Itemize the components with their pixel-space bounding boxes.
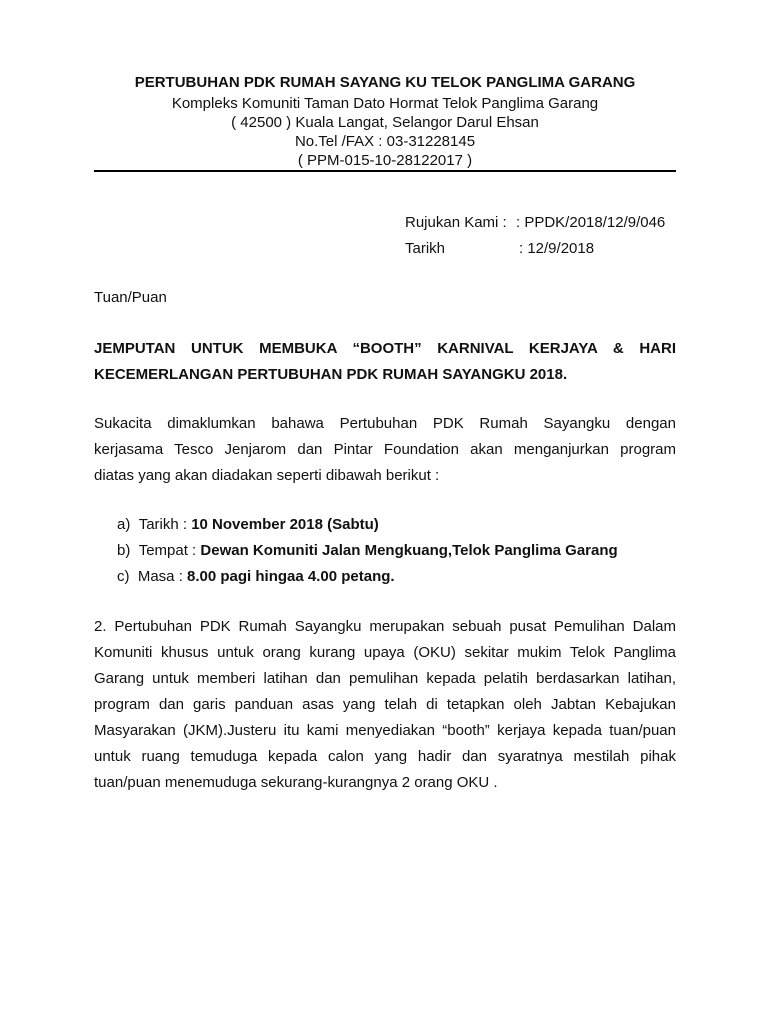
salutation: Tuan/Puan	[94, 289, 167, 306]
intro-line: kerjasama Tesco Jenjarom dan Pintar Foundation akan menganjurkan program	[94, 441, 676, 458]
detail-value: 8.00 pagi hingaa 4.00 petang.	[187, 568, 395, 585]
body-line: Masyarakan (JKM).Justeru itu kami menyediakan “booth” kerjaya kepada tuan/puan	[94, 722, 676, 739]
detail-label: Tarikh :	[138, 516, 192, 533]
registration-number: ( PPM-015-10-28122017 )	[297, 152, 473, 169]
body-line: tuan/puan menemuduga sekurang-kurangnya 2 orang OKU .	[94, 774, 498, 791]
detail-label: Tempat :	[138, 542, 201, 559]
subject-line-1: JEMPUTAN UNTUK MEMBUKA “BOOTH” KARNIVAL KERJAYA & HARI	[94, 340, 676, 357]
address-line-2: ( 42500 ) Kuala Langat, Selangor Darul Ehsan	[231, 114, 539, 131]
list-marker: a)	[117, 516, 131, 533]
phone-fax: No.Tel /FAX : 03-31228145	[294, 133, 476, 150]
detail-date	[117, 515, 379, 535]
body-line: program dan garis panduan asas yang telah di tetapkan oleh Jabtan Kebajukan	[94, 696, 676, 713]
body-line: Garang untuk memberi latihan dan pemulihan kepada pelatih berdasarkan latihan,	[94, 670, 676, 687]
intro-line: diatas yang akan diadakan seperti dibawah berikut :	[94, 467, 440, 484]
list-marker: c)	[117, 568, 130, 585]
body-line: untuk ruang temuduga kepada calon yang hadir dan syaratnya mestilah pihak	[94, 748, 676, 765]
detail-label: Masa :	[137, 568, 188, 585]
address-line-1: Kompleks Komuniti Taman Dato Hormat Telok Panglima Garang	[171, 95, 599, 112]
body-line: 2. Pertubuhan PDK Rumah Sayangku merupakan sebuah pusat Pemulihan Dalam	[94, 618, 676, 635]
list-marker: b)	[117, 542, 131, 559]
reference-value: : PPDK/2018/12/9/046	[516, 214, 666, 231]
detail-value: 10 November 2018 (Sabtu)	[191, 516, 379, 533]
header-divider	[94, 170, 676, 172]
date-value: : 12/9/2018	[519, 240, 595, 257]
subject-line-2: KECEMERLANGAN PERTUBUHAN PDK RUMAH SAYANGKU 2018.	[94, 366, 568, 383]
organization-name: PERTUBUHAN PDK RUMAH SAYANG KU TELOK PANGLIMA GARANG	[134, 74, 636, 91]
reference-label: Rujukan Kami :	[405, 214, 507, 231]
detail-time	[117, 567, 395, 587]
detail-value: Dewan Komuniti Jalan Mengkuang,Telok Panglima Garang	[200, 542, 618, 559]
intro-line: Sukacita dimaklumkan bahawa Pertubuhan PDK Rumah Sayangku dengan	[94, 415, 676, 432]
detail-venue	[117, 541, 618, 561]
date-label: Tarikh	[405, 240, 446, 257]
body-line: Komuniti khusus untuk orang kurang upaya (OKU) sekitar mukim Telok Panglima	[94, 644, 676, 661]
